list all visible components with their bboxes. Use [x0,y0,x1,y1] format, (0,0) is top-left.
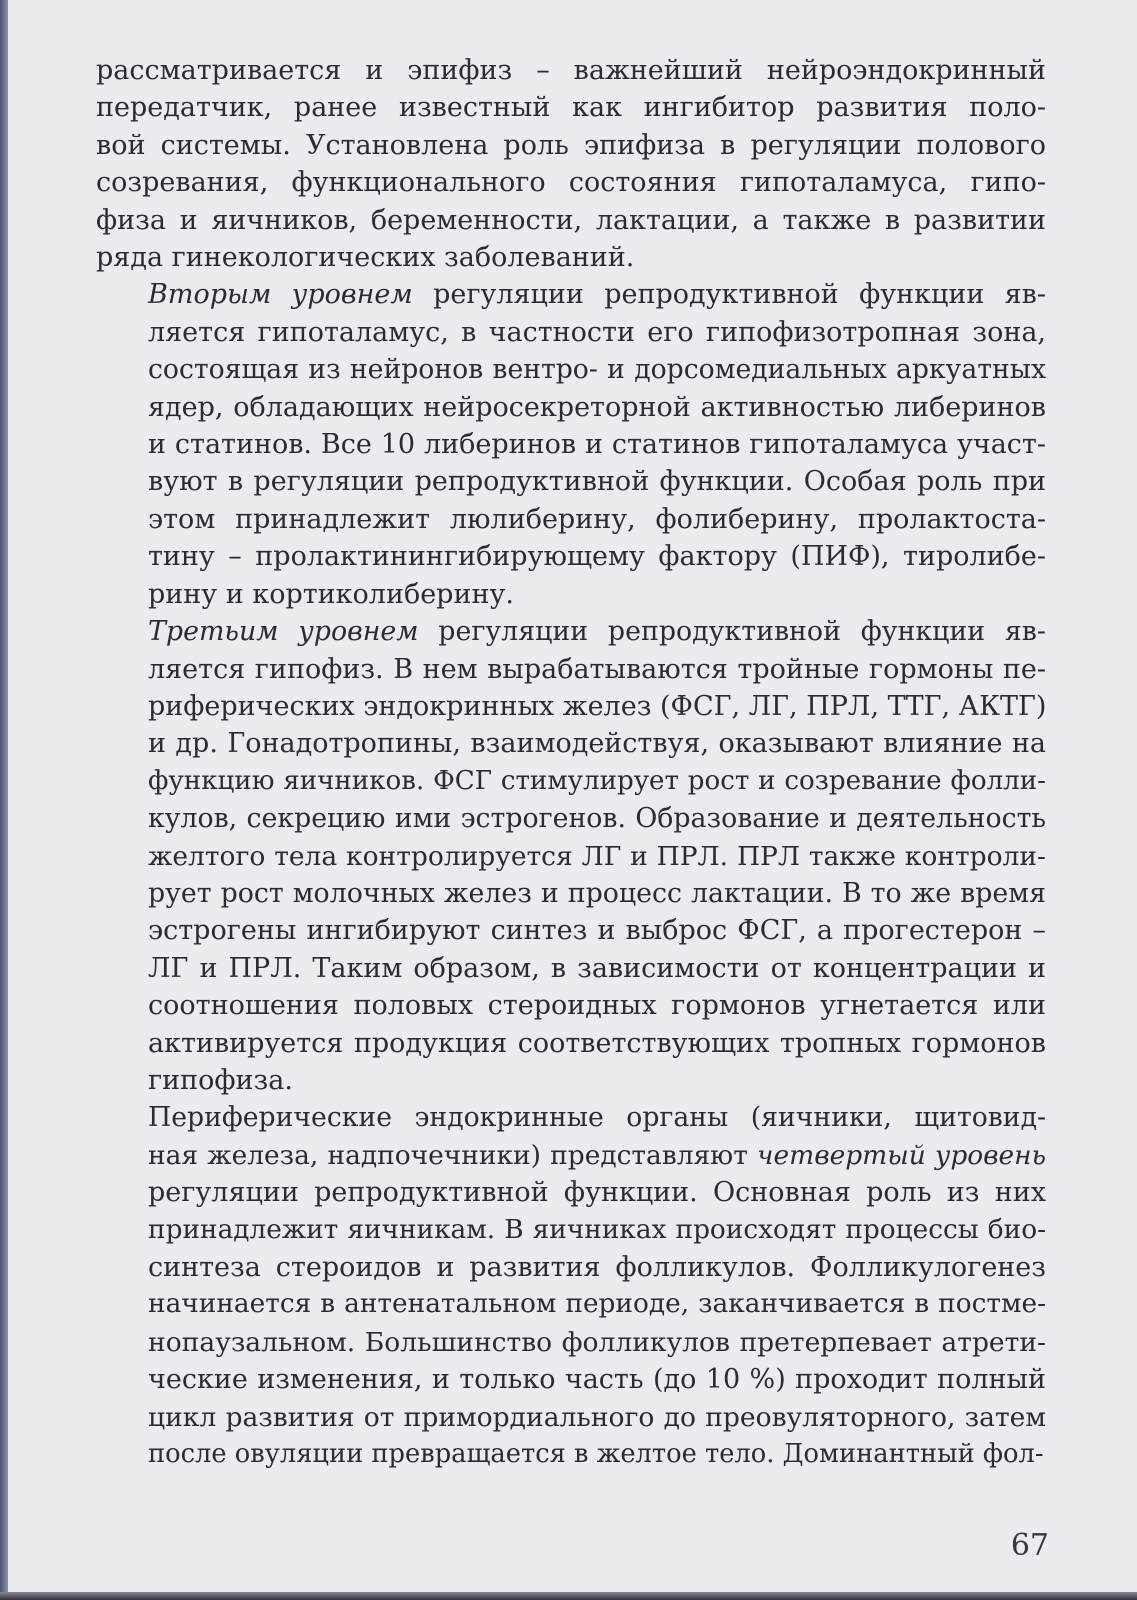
text-run: синтеза стероидов и развития фолликулов. Фолликулогенез [148,1252,1046,1283]
text-run: ЛГ и ПРЛ. Таким образом, в зависимости от концентрации и [148,952,1046,984]
paragraph [96,613,1046,1099]
text-line [96,239,1046,276]
text-line [96,52,1046,89]
text-run: ная железа, надпочечники) представляют [148,1139,758,1171]
text-run: Периферические эндокринные органы (яичники, щитовид- [148,1102,1046,1134]
text-line [96,613,1046,650]
italic-term: Вторым уровнем [148,279,413,311]
text-run: нопаузальном. Большинство фолликулов претерпевает атрети- [148,1326,1046,1358]
paragraph [96,52,1046,276]
text-line [96,1212,1046,1249]
text-run: эстрогены ингибируют синтез и выброс ФСГ, а прогестерон – [148,915,1046,947]
text-run: функцию яичников. ФСГ стимулирует рост и созревание фолли- [148,765,1046,796]
text-line [96,1436,1046,1473]
text-line [96,127,1046,164]
page-number: 67 [1010,1528,1049,1563]
text-run: передатчик, ранее известный как ингибитор развития поло- [96,92,1046,124]
text-run: рассматривается и эпифиз – важнейший нейроэндокринный [96,55,1046,86]
text-run: принадлежит яичникам. В яичниках происходят процессы био- [148,1214,1046,1245]
italic-term: четвертый уровень [757,1139,1046,1171]
text-run: состоящая из нейронов вентро- и дорсомедиальных аркуатных [148,354,1046,386]
text-run: и др. Гонадотропины, взаимодействуя, оказывают влияние на [148,728,1046,760]
text-line [96,501,1046,538]
text-run: созревания, функционального состояния гипоталамуса, гипо- [96,167,1046,199]
text-run: вой системы. Установлена роль эпифиза в регуляции полового [96,129,1046,161]
paragraph [96,1099,1046,1473]
text-line [96,1137,1046,1174]
text-line [96,1062,1046,1099]
text-line [96,912,1046,949]
text-line [96,1324,1046,1361]
page-bottom-edge [0,1592,1137,1600]
text-run: физа и яичников, беременности, лактации, а также в развитии [96,204,1046,236]
text-line [96,351,1046,388]
text-line [96,1099,1046,1136]
text-run: рину и кортиколиберину. [148,578,514,610]
text-line [96,725,1046,762]
text-line [96,1174,1046,1211]
text-line [96,1361,1046,1398]
text-line [96,987,1046,1024]
text-run: гипофиза. [148,1064,293,1096]
text-line [96,875,1046,912]
text-line [96,950,1046,987]
text-line [96,800,1046,837]
italic-term: Третьим уровнем [148,616,419,648]
text-run: ляется гипофиз. В нем вырабатываются тройные гормоны пе- [148,653,1046,685]
text-line [96,389,1046,426]
text-run: после овуляции превращается в желтое тело. Доминантный фол- [148,1439,1044,1470]
text-line [96,576,1046,613]
text-line [96,1399,1046,1436]
text-line [96,688,1046,725]
page-body [96,52,1046,1473]
paragraph [96,276,1046,613]
text-run: рует рост молочных желез и процесс лактации. В то же время [148,877,1046,909]
text-run: кулов, секрецию ими эстрогенов. Образование и деятельность [148,803,1046,835]
text-line [96,1286,1046,1323]
text-run: тину – пролактинингибирующему фактору (ПИФ), тиролибе- [148,541,1046,573]
text-run: регуляции репродуктивной функции яв- [418,616,1046,648]
text-run: начинается в антенатальном периоде, заканчивается в постме- [148,1289,1046,1320]
text-line [96,276,1046,313]
text-run: риферических эндокринных желез (ФСГ, ЛГ, ПРЛ, ТТГ, АКТГ) [148,690,1047,722]
text-line [96,1025,1046,1062]
text-line [96,426,1046,463]
text-run: этом принадлежит люлиберину, фолиберину, пролактоста- [148,503,1046,535]
text-run: активируется продукция соответствующих тропных гормонов [148,1027,1046,1059]
text-line [96,89,1046,126]
text-line [96,314,1046,351]
text-run: вуют в регуляции репродуктивной функции. Особая роль при [148,466,1046,498]
text-line [96,538,1046,575]
text-run: ядер, обладающих нейросекреторной активностью либеринов [148,391,1046,423]
text-line [96,838,1046,875]
text-run: регуляции репродуктивной функции яв- [412,279,1047,311]
text-run: ческие изменения, и только часть (до 10 %) проходит полный [148,1364,1046,1396]
text-line [96,651,1046,688]
text-run: ряда гинекологических заболеваний. [96,242,635,274]
text-run: цикл развития от примордиального до преовуляторного, затем [148,1401,1046,1433]
text-line [96,164,1046,201]
text-run: и статинов. Все 10 либеринов и статинов гипоталамуса участ- [148,429,1046,461]
text-run: регуляции репродуктивной функции. Основная роль из них [148,1177,1046,1209]
text-line [96,202,1046,239]
text-line [96,1249,1046,1286]
text-line [96,463,1046,500]
text-run: желтого тела контролируется ЛГ и ПРЛ. ПРЛ также контроли- [148,840,1046,872]
text-run: соотношения половых стероидных гормонов угнетается или [148,990,1046,1022]
text-line [96,763,1046,800]
text-run: ляется гипоталамус, в частности его гипофизотропная зона, [148,316,1046,348]
page-binding-edge [0,0,8,1600]
